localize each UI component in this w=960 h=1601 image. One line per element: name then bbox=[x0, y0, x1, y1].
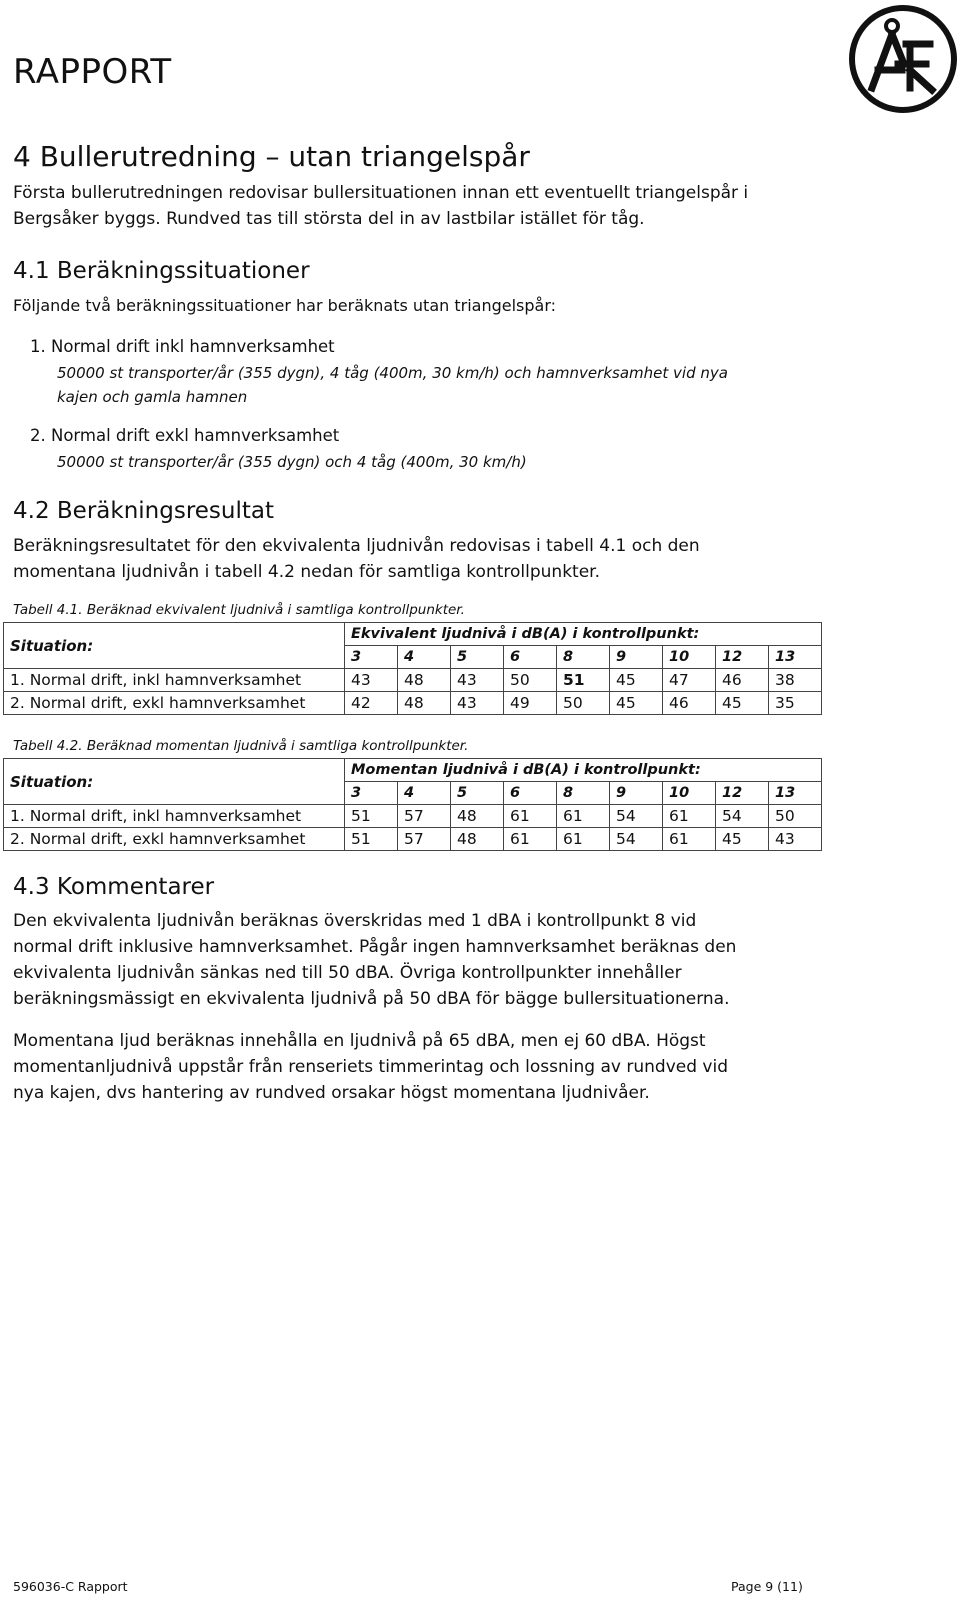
point-header: 13 bbox=[769, 782, 822, 805]
table-4-2-caption: Tabell 4.2. Beräknad momentan ljudnivå i samtliga kontrollpunkter. bbox=[13, 738, 469, 754]
section-4-intro-line-2: Bergsåker byggs. Rundved tas till största del in av lastbilar istället för tåg. bbox=[13, 209, 645, 229]
cell-value: 43 bbox=[451, 692, 504, 715]
group-header: Ekvivalent ljudnivå i dB(A) i kontrollpunkt: bbox=[345, 623, 822, 646]
table-4-1-caption: Tabell 4.1. Beräknad ekvivalent ljudnivå i samtliga kontrollpunkter. bbox=[13, 602, 465, 618]
point-header: 3 bbox=[345, 646, 398, 669]
cell-value: 61 bbox=[504, 805, 557, 828]
cell-value: 43 bbox=[451, 669, 504, 692]
comment-p2-line-3: nya kajen, dvs hantering av rundved orsakar högst momentana ljudnivåer. bbox=[13, 1083, 650, 1103]
afry-logo-icon bbox=[848, 4, 958, 114]
situation-1-desc-line-2: kajen och gamla hamnen bbox=[57, 388, 248, 406]
cell-value: 54 bbox=[716, 805, 769, 828]
cell-value: 54 bbox=[610, 828, 663, 851]
cell-value: 43 bbox=[345, 669, 398, 692]
point-header: 3 bbox=[345, 782, 398, 805]
cell-value: 45 bbox=[610, 692, 663, 715]
cell-value: 48 bbox=[451, 828, 504, 851]
row-label: 2. Normal drift, exkl hamnverksamhet bbox=[4, 828, 345, 851]
point-header: 9 bbox=[610, 782, 663, 805]
cell-value: 50 bbox=[504, 669, 557, 692]
cell-value: 61 bbox=[504, 828, 557, 851]
cell-value: 35 bbox=[769, 692, 822, 715]
section-4-2-text-line-2: momentana ljudnivån i tabell 4.2 nedan för samtliga kontrollpunkter. bbox=[13, 562, 600, 582]
section-4-2-heading: 4.2 Beräkningsresultat bbox=[13, 498, 274, 524]
table-4-2 bbox=[3, 758, 822, 851]
cell-value: 48 bbox=[398, 692, 451, 715]
cell-value: 51 bbox=[345, 828, 398, 851]
cell-value: 48 bbox=[398, 669, 451, 692]
cell-value-exceeded: 51 bbox=[557, 669, 610, 692]
point-header: 12 bbox=[716, 646, 769, 669]
row-label: 1. Normal drift, inkl hamnverksamhet bbox=[4, 669, 345, 692]
point-header: 9 bbox=[610, 646, 663, 669]
point-header: 13 bbox=[769, 646, 822, 669]
situation-1-desc-line-1: 50000 st transporter/år (355 dygn), 4 tåg (400m, 30 km/h) och hamnverksamhet vid nya bbox=[57, 364, 728, 382]
table-row bbox=[4, 669, 822, 692]
cell-value: 46 bbox=[716, 669, 769, 692]
point-header: 10 bbox=[663, 782, 716, 805]
comment-p2-line-1: Momentana ljud beräknas innehålla en ljudnivå på 65 dBA, men ej 60 dBA. Högst bbox=[13, 1031, 706, 1051]
section-4-3-heading: 4.3 Kommentarer bbox=[13, 874, 215, 900]
row-label: 1. Normal drift, inkl hamnverksamhet bbox=[4, 805, 345, 828]
footer-page-number: Page 9 (11) bbox=[731, 1579, 803, 1594]
cell-value: 45 bbox=[716, 692, 769, 715]
table-row bbox=[4, 692, 822, 715]
point-header: 6 bbox=[504, 782, 557, 805]
cell-value: 61 bbox=[663, 805, 716, 828]
cell-value: 61 bbox=[663, 828, 716, 851]
comment-p1-line-2: normal drift inklusive hamnverksamhet. Pågår ingen hamnverksamhet beräknas den bbox=[13, 937, 737, 957]
point-header: 10 bbox=[663, 646, 716, 669]
point-header: 4 bbox=[398, 646, 451, 669]
cell-value: 49 bbox=[504, 692, 557, 715]
cell-value: 38 bbox=[769, 669, 822, 692]
cell-value: 47 bbox=[663, 669, 716, 692]
cell-value: 42 bbox=[345, 692, 398, 715]
cell-value: 45 bbox=[716, 828, 769, 851]
cell-value: 43 bbox=[769, 828, 822, 851]
table-4-1 bbox=[3, 622, 822, 715]
report-title: RAPPORT bbox=[13, 52, 172, 92]
comment-p1-line-4: beräkningsmässigt en ekvivalenta ljudnivå på 50 dBA för bägge bullersituationerna. bbox=[13, 989, 730, 1009]
cell-value: 50 bbox=[557, 692, 610, 715]
cell-value: 57 bbox=[398, 805, 451, 828]
comment-p1-line-3: ekvivalenta ljudnivån sänkas ned till 50 dBA. Övriga kontrollpunkter innehåller bbox=[13, 963, 682, 983]
point-header: 12 bbox=[716, 782, 769, 805]
section-4-2-text-line-1: Beräkningsresultatet för den ekvivalenta ljudnivån redovisas i tabell 4.1 och den bbox=[13, 536, 700, 556]
cell-value: 48 bbox=[451, 805, 504, 828]
section-4-heading: 4 Bullerutredning – utan triangelspår bbox=[13, 140, 530, 173]
cell-value: 61 bbox=[557, 805, 610, 828]
point-header: 8 bbox=[557, 782, 610, 805]
situation-2-title: 2. Normal drift exkl hamnverksamhet bbox=[30, 426, 340, 445]
cell-value: 45 bbox=[610, 669, 663, 692]
point-header: 6 bbox=[504, 646, 557, 669]
situation-1-title: 1. Normal drift inkl hamnverksamhet bbox=[30, 337, 335, 356]
cell-value: 57 bbox=[398, 828, 451, 851]
point-header: 5 bbox=[451, 782, 504, 805]
cell-value: 46 bbox=[663, 692, 716, 715]
cell-value: 54 bbox=[610, 805, 663, 828]
cell-value: 50 bbox=[769, 805, 822, 828]
table-row bbox=[4, 805, 822, 828]
situation-header: Situation: bbox=[4, 623, 345, 669]
group-header: Momentan ljudnivå i dB(A) i kontrollpunkt: bbox=[345, 759, 822, 782]
situation-header: Situation: bbox=[4, 759, 345, 805]
situation-2-desc-line-1: 50000 st transporter/år (355 dygn) och 4 tåg (400m, 30 km/h) bbox=[57, 453, 527, 471]
comment-p2-line-2: momentanljudnivå uppstår från renseriets timmerintag och lossning av rundved vid bbox=[13, 1057, 728, 1077]
cell-value: 61 bbox=[557, 828, 610, 851]
section-4-1-intro: Följande två beräkningssituationer har beräknats utan triangelspår: bbox=[13, 296, 557, 315]
point-header: 4 bbox=[398, 782, 451, 805]
section-4-1-heading: 4.1 Beräkningssituationer bbox=[13, 258, 310, 284]
table-row bbox=[4, 828, 822, 851]
point-header: 5 bbox=[451, 646, 504, 669]
point-header: 8 bbox=[557, 646, 610, 669]
section-4-intro-line-1: Första bullerutredningen redovisar bullersituationen innan ett eventuellt triangelspår i bbox=[13, 183, 749, 203]
cell-value: 51 bbox=[345, 805, 398, 828]
row-label: 2. Normal drift, exkl hamnverksamhet bbox=[4, 692, 345, 715]
comment-p1-line-1: Den ekvivalenta ljudnivån beräknas överskridas med 1 dBA i kontrollpunkt 8 vid bbox=[13, 911, 697, 931]
footer-doc-id: 596036-C Rapport bbox=[13, 1579, 128, 1594]
